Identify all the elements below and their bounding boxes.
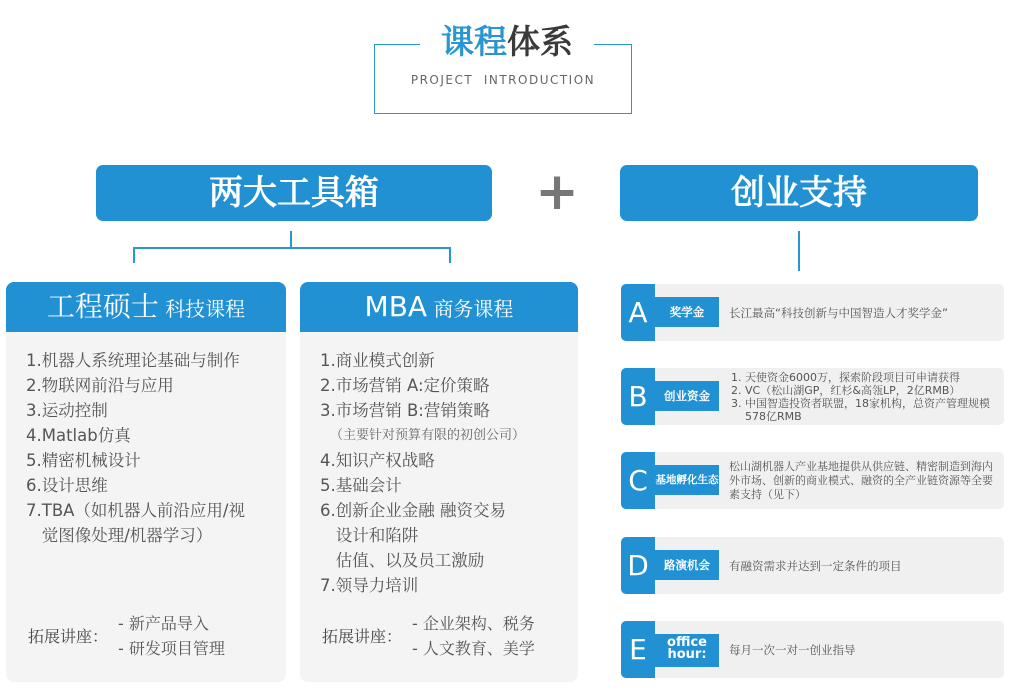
list-item: 2.市场营销 A:定价策略	[320, 376, 490, 395]
list-item: 4.Matlab仿真	[26, 426, 131, 445]
support-row-office-hour	[621, 621, 1004, 678]
list-item: 1. 天使资金6000万，探索阶段项目可申请获得	[745, 371, 999, 384]
list-item: - 人文教育、美学	[412, 639, 535, 658]
list-item: 7.TBA（如机器人前沿应用/视	[26, 501, 245, 520]
list-item: - 企业架构、税务	[412, 614, 535, 633]
list-item: 2. VC（松山湖GP，红杉&高瓴LP，2亿RMB）	[745, 384, 999, 397]
connector-bar	[133, 247, 451, 249]
support-text: 松山湖机器人产业基地提供从供应链、精密制造到海内外市场、创新的商业模式、融资的全产业链资源等全要素支持（见下）	[729, 459, 993, 501]
list-item-note: （主要针对预算有限的初创公司）	[330, 428, 526, 443]
mba-course-header	[300, 282, 578, 332]
list-item: 5.基础会计	[320, 476, 402, 495]
list-item: 1.机器人系统理论基础与制作	[26, 351, 240, 370]
connector-left-drop	[133, 247, 135, 263]
connector-stem	[290, 231, 292, 248]
plus-icon: +	[535, 162, 579, 222]
connector-right-drop	[449, 247, 451, 263]
list-item: - 新产品导入	[118, 614, 209, 633]
support-letter: A	[621, 284, 655, 341]
list-item: 3. 中国智造投资者联盟，18家机构，总资产管理规模578亿RMB	[745, 397, 999, 423]
support-row-incubation	[621, 452, 1004, 509]
list-item: 觉图像处理/机器学习）	[26, 526, 213, 545]
connector-support	[798, 231, 800, 271]
page-title-blue: 课程	[441, 22, 507, 61]
engineering-extension-label: 拓展讲座：	[28, 627, 109, 646]
toolbox-banner: 两大工具箱	[96, 165, 492, 221]
list-item: 7.领导力培训	[320, 576, 419, 595]
support-tag-line: hour:	[667, 647, 707, 662]
list-item: 5.精密机械设计	[26, 451, 141, 470]
support-text: 有融资需求并达到一定条件的项目	[729, 558, 902, 573]
support-tag: 基地孵化生态	[655, 465, 719, 495]
list-item: 6.设计思维	[26, 476, 108, 495]
support-letter: B	[621, 368, 655, 425]
mba-subtitle: 商务课程	[433, 297, 514, 321]
support-tag: 创业资金	[655, 381, 719, 411]
support-text: 每月一次一对一创业指导	[729, 642, 856, 657]
support-row-scholarship	[621, 284, 1004, 341]
list-item: 设计和陷阱	[320, 526, 419, 545]
list-item: 3.运动控制	[26, 401, 108, 420]
support-letter: E	[621, 621, 655, 678]
mba-course-list	[300, 332, 578, 598]
engineering-course-header	[6, 282, 286, 332]
support-tag: 路演机会	[655, 550, 719, 580]
startup-support-banner: 创业支持	[620, 165, 978, 221]
support-tag: 奖学金	[655, 297, 719, 327]
list-item: 估值、以及员工激励	[320, 551, 485, 570]
page-subtitle: PROJECT INTRODUCTION	[410, 73, 596, 87]
mba-extension-list	[412, 611, 535, 661]
list-item: 2.物联网前沿与应用	[26, 376, 174, 395]
engineering-subtitle: 科技课程	[165, 297, 246, 321]
list-item: 1.商业模式创新	[320, 351, 435, 370]
mba-course-card	[300, 282, 578, 682]
list-item: 4.知识产权战略	[320, 451, 435, 470]
support-tag-line: office	[667, 635, 707, 650]
support-text: 长江最高“科技创新与中国智造人才奖学金”	[729, 305, 948, 320]
engineering-course-card	[6, 282, 286, 682]
support-letter: C	[621, 452, 655, 509]
engineering-course-list	[6, 332, 286, 548]
mba-extension-label: 拓展讲座：	[322, 627, 403, 646]
engineering-extension-list	[118, 611, 225, 661]
list-item: 3.市场营销 B:营销策略	[320, 401, 490, 420]
support-text	[729, 368, 999, 425]
list-item: 6.创新企业金融 融资交易	[320, 501, 506, 520]
mba-title: MBA	[364, 290, 428, 323]
engineering-title: 工程硕士	[46, 290, 159, 323]
page-title-dark: 体系	[507, 22, 573, 61]
support-tag	[655, 634, 719, 667]
support-row-funding	[621, 368, 1004, 425]
list-item: - 研发项目管理	[118, 639, 225, 658]
support-row-roadshow	[621, 537, 1004, 594]
page-title	[420, 20, 594, 64]
support-letter: D	[621, 537, 655, 594]
